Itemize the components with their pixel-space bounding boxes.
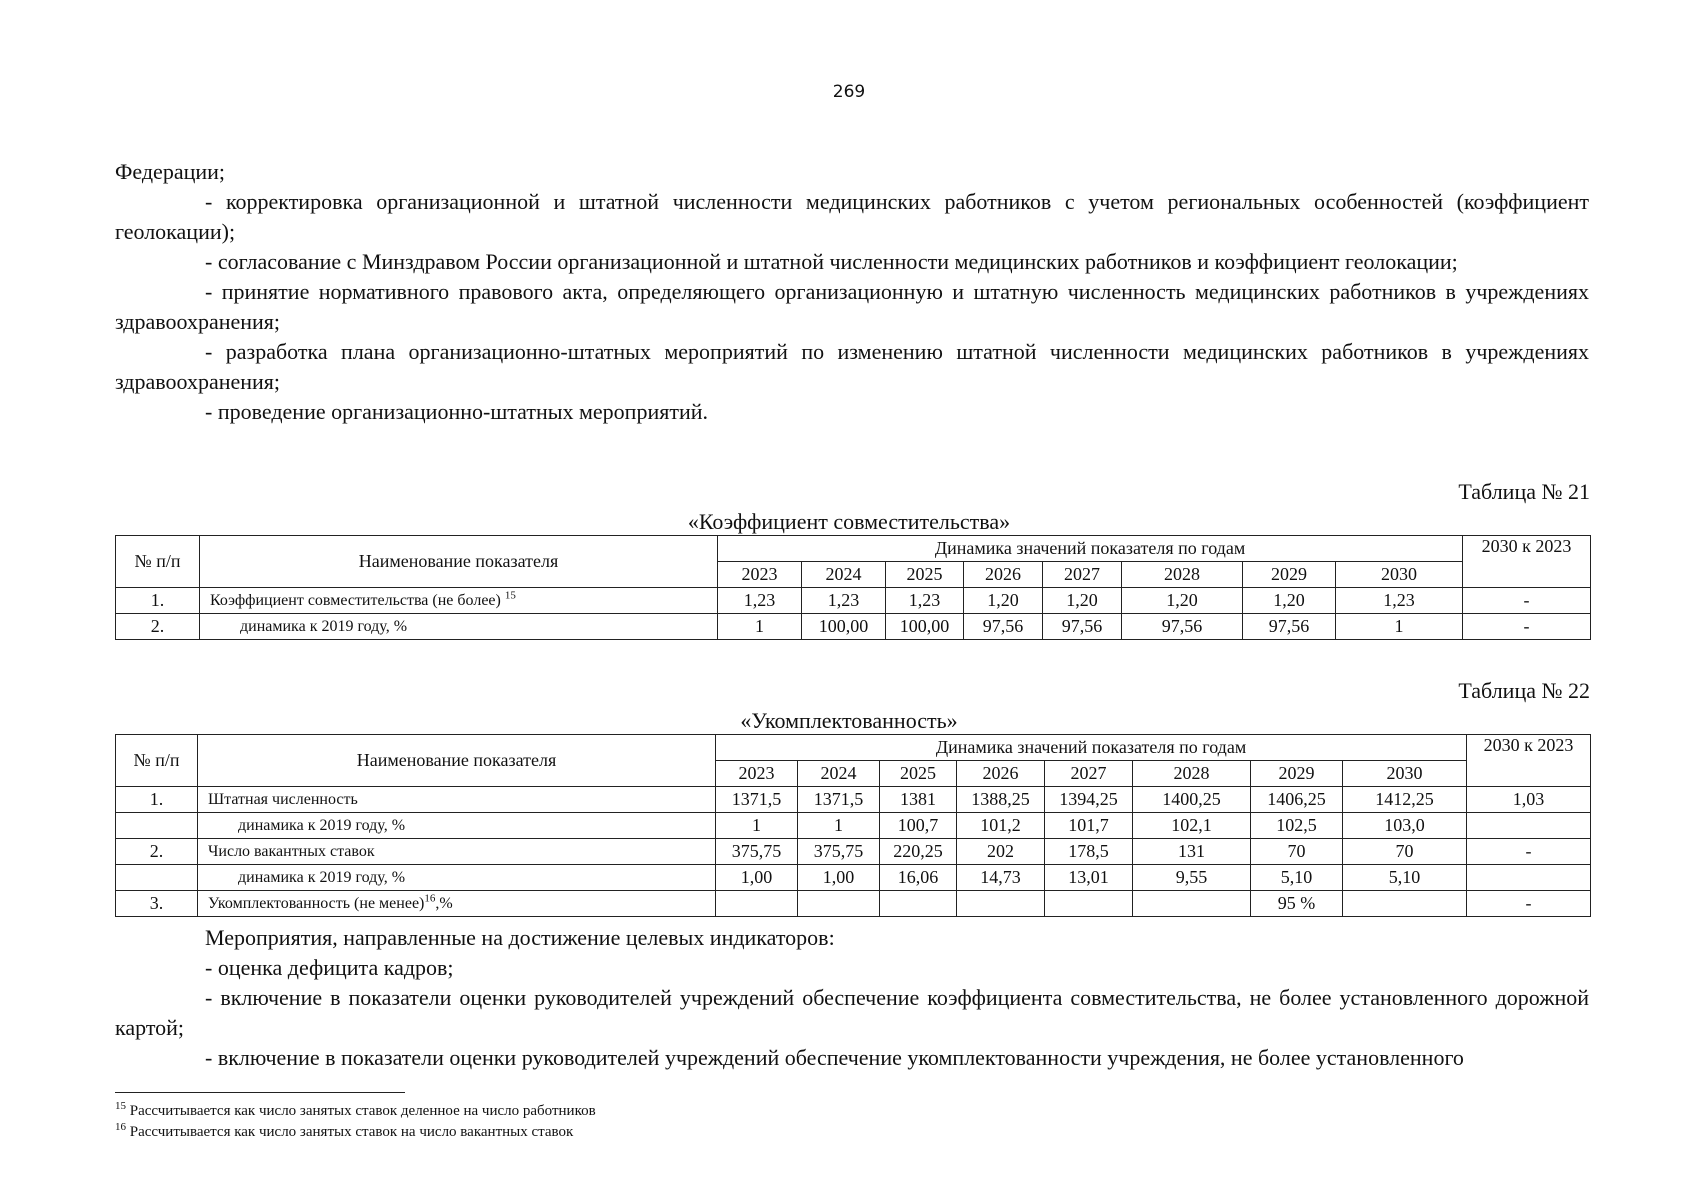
cell bbox=[798, 891, 880, 917]
cell: 375,75 bbox=[798, 839, 880, 865]
cell: 100,7 bbox=[880, 813, 957, 839]
cell: 1371,5 bbox=[716, 787, 798, 813]
header-year: 2026 bbox=[964, 562, 1043, 588]
cell: 97,56 bbox=[1243, 614, 1336, 640]
row-num bbox=[116, 813, 198, 839]
cell: 97,56 bbox=[964, 614, 1043, 640]
table-row bbox=[116, 614, 1591, 640]
cell: 1,23 bbox=[886, 588, 964, 614]
cell: 14,73 bbox=[957, 865, 1045, 891]
intro-item-2: - согласование с Минздравом России организационной и штатной численности медицинских работников и коэффициент геолокации; bbox=[205, 249, 1458, 274]
cell-ratio: 1,03 bbox=[1467, 787, 1591, 813]
cell: 9,55 bbox=[1133, 865, 1251, 891]
row-num bbox=[116, 865, 198, 891]
cell-ratio: - bbox=[1463, 588, 1591, 614]
cell: 375,75 bbox=[716, 839, 798, 865]
cell: 1371,5 bbox=[798, 787, 880, 813]
cell: 100,00 bbox=[802, 614, 886, 640]
table-22-label: Таблица № 22 bbox=[1458, 678, 1590, 703]
cell: 103,0 bbox=[1343, 813, 1467, 839]
table-row bbox=[116, 588, 1591, 614]
header-year: 2028 bbox=[1133, 761, 1251, 787]
cell: 1381 bbox=[880, 787, 957, 813]
measures-item-1: - оценка дефицита кадров; bbox=[205, 955, 454, 980]
cell: 100,00 bbox=[886, 614, 964, 640]
intro-item-3: - принятие нормативного правового акта, определяющего организационную и штатную численность медицинских работников в учреждениях здравоохранения; bbox=[115, 279, 1589, 334]
footnote-mark: 16 bbox=[115, 1121, 126, 1133]
measures-item-3: - включение в показатели оценки руководителей учреждений обеспечение укомплектованности учреждения, не более установленного bbox=[205, 1045, 1464, 1070]
cell: 1412,25 bbox=[1343, 787, 1467, 813]
intro-item-5: - проведение организационно-штатных мероприятий. bbox=[205, 399, 709, 424]
footnote-ref: 16 bbox=[424, 892, 436, 905]
header-name: Наименование показателя bbox=[198, 735, 716, 787]
cell: 1394,25 bbox=[1045, 787, 1133, 813]
cell bbox=[716, 891, 798, 917]
cell bbox=[1133, 891, 1251, 917]
row-num: 3. bbox=[116, 891, 198, 917]
cell-ratio: - bbox=[1467, 839, 1591, 865]
measures-item-2: - включение в показатели оценки руководителей учреждений обеспечение коэффициента совместительства, не более установленного дорожной картой; bbox=[115, 985, 1589, 1040]
header-year: 2025 bbox=[886, 562, 964, 588]
header-year: 2028 bbox=[1122, 562, 1243, 588]
page-number: 269 bbox=[832, 82, 866, 102]
table-22-title: «Укомплектованность» bbox=[740, 708, 958, 733]
footnote-text: Рассчитывается как число занятых ставок деленное на число работников bbox=[129, 1103, 596, 1119]
cell: 97,56 bbox=[1043, 614, 1122, 640]
cell: 5,10 bbox=[1251, 865, 1343, 891]
header-year: 2029 bbox=[1251, 761, 1343, 787]
header-dynamics: Динамика значений показателя по годам bbox=[716, 735, 1467, 761]
cell: 1388,25 bbox=[957, 787, 1045, 813]
cell: 101,7 bbox=[1045, 813, 1133, 839]
header-year: 2027 bbox=[1045, 761, 1133, 787]
cell: 1,20 bbox=[1043, 588, 1122, 614]
cell-ratio: - bbox=[1463, 614, 1591, 640]
cell: 13,01 bbox=[1045, 865, 1133, 891]
footnote-text: Рассчитывается как число занятых ставок на число вакантных ставок bbox=[129, 1124, 574, 1140]
row-name-suffix: ,% bbox=[435, 894, 453, 912]
row-num: 2. bbox=[116, 839, 198, 865]
table-row bbox=[116, 891, 1591, 917]
row-num: 2. bbox=[116, 614, 200, 640]
footnote-ref: 15 bbox=[504, 589, 516, 602]
intro-item-1: - корректировка организационной и штатной численности медицинских работников с учетом региональных особенностей (коэффициент геолокации); bbox=[115, 189, 1589, 244]
cell: 1,20 bbox=[1243, 588, 1336, 614]
cell: 97,56 bbox=[1122, 614, 1243, 640]
row-num: 1. bbox=[116, 787, 198, 813]
cell: 1 bbox=[716, 813, 798, 839]
table-21 bbox=[115, 535, 1591, 640]
cell bbox=[1343, 891, 1467, 917]
cell: 1 bbox=[798, 813, 880, 839]
header-year: 2025 bbox=[880, 761, 957, 787]
cell: 101,2 bbox=[957, 813, 1045, 839]
footnote-16 bbox=[115, 1121, 574, 1141]
row-name bbox=[198, 891, 716, 917]
intro-continuation: Федерации; bbox=[115, 159, 226, 184]
cell: 1,00 bbox=[798, 865, 880, 891]
row-name: Штатная численность bbox=[198, 787, 716, 813]
cell: 1,20 bbox=[1122, 588, 1243, 614]
cell-ratio: - bbox=[1467, 891, 1591, 917]
footnote-15 bbox=[115, 1100, 596, 1120]
row-name-text: Укомплектованность (не менее) bbox=[208, 894, 425, 912]
table-row bbox=[116, 839, 1591, 865]
cell: 178,5 bbox=[1045, 839, 1133, 865]
table-row bbox=[116, 813, 1591, 839]
cell-ratio bbox=[1467, 865, 1591, 891]
cell: 1 bbox=[1336, 614, 1463, 640]
cell: 1,23 bbox=[718, 588, 802, 614]
cell: 102,5 bbox=[1251, 813, 1343, 839]
cell: 16,06 bbox=[880, 865, 957, 891]
row-name: динамика к 2019 году, % bbox=[200, 614, 718, 640]
header-year: 2030 bbox=[1343, 761, 1467, 787]
header-ratio: 2030 к 2023 bbox=[1463, 536, 1591, 588]
header-year: 2024 bbox=[798, 761, 880, 787]
cell: 1406,25 bbox=[1251, 787, 1343, 813]
measures-heading: Мероприятия, направленные на достижение целевых индикаторов: bbox=[205, 925, 835, 950]
cell: 1,00 bbox=[716, 865, 798, 891]
cell: 1400,25 bbox=[1133, 787, 1251, 813]
header-name: Наименование показателя bbox=[200, 536, 718, 588]
header-num: № п/п bbox=[116, 735, 198, 787]
cell: 5,10 bbox=[1343, 865, 1467, 891]
table-row bbox=[116, 787, 1591, 813]
cell: 202 bbox=[957, 839, 1045, 865]
header-year: 2027 bbox=[1043, 562, 1122, 588]
header-dynamics: Динамика значений показателя по годам bbox=[718, 536, 1463, 562]
row-name: динамика к 2019 году, % bbox=[198, 813, 716, 839]
cell: 1,23 bbox=[1336, 588, 1463, 614]
cell: 1,23 bbox=[802, 588, 886, 614]
table-row bbox=[116, 865, 1591, 891]
row-name bbox=[200, 588, 718, 614]
cell: 70 bbox=[1251, 839, 1343, 865]
footnote-rule bbox=[115, 1092, 405, 1093]
row-name: Число вакантных ставок bbox=[198, 839, 716, 865]
cell: 1,20 bbox=[964, 588, 1043, 614]
header-year: 2023 bbox=[716, 761, 798, 787]
header-year: 2029 bbox=[1243, 562, 1336, 588]
cell bbox=[880, 891, 957, 917]
header-year: 2026 bbox=[957, 761, 1045, 787]
cell bbox=[1045, 891, 1133, 917]
header-num: № п/п bbox=[116, 536, 200, 588]
cell: 95 % bbox=[1251, 891, 1343, 917]
cell: 220,25 bbox=[880, 839, 957, 865]
header-year: 2024 bbox=[802, 562, 886, 588]
row-name-text: Коэффициент совместительства (не более) bbox=[210, 591, 501, 609]
header-year: 2030 bbox=[1336, 562, 1463, 588]
cell: 102,1 bbox=[1133, 813, 1251, 839]
cell: 131 bbox=[1133, 839, 1251, 865]
cell: 70 bbox=[1343, 839, 1467, 865]
table-22 bbox=[115, 734, 1591, 917]
header-ratio: 2030 к 2023 bbox=[1467, 735, 1591, 787]
intro-item-4: - разработка плана организационно-штатных мероприятий по изменению штатной численности медицинских работников в учреждениях здравоохранения; bbox=[115, 339, 1589, 394]
table-21-label: Таблица № 21 bbox=[1458, 479, 1590, 504]
row-num: 1. bbox=[116, 588, 200, 614]
row-name: динамика к 2019 году, % bbox=[198, 865, 716, 891]
cell-ratio bbox=[1467, 813, 1591, 839]
cell bbox=[957, 891, 1045, 917]
header-year: 2023 bbox=[718, 562, 802, 588]
cell: 1 bbox=[718, 614, 802, 640]
table-21-title: «Коэффициент совместительства» bbox=[687, 509, 1011, 534]
footnote-mark: 15 bbox=[115, 1100, 126, 1112]
